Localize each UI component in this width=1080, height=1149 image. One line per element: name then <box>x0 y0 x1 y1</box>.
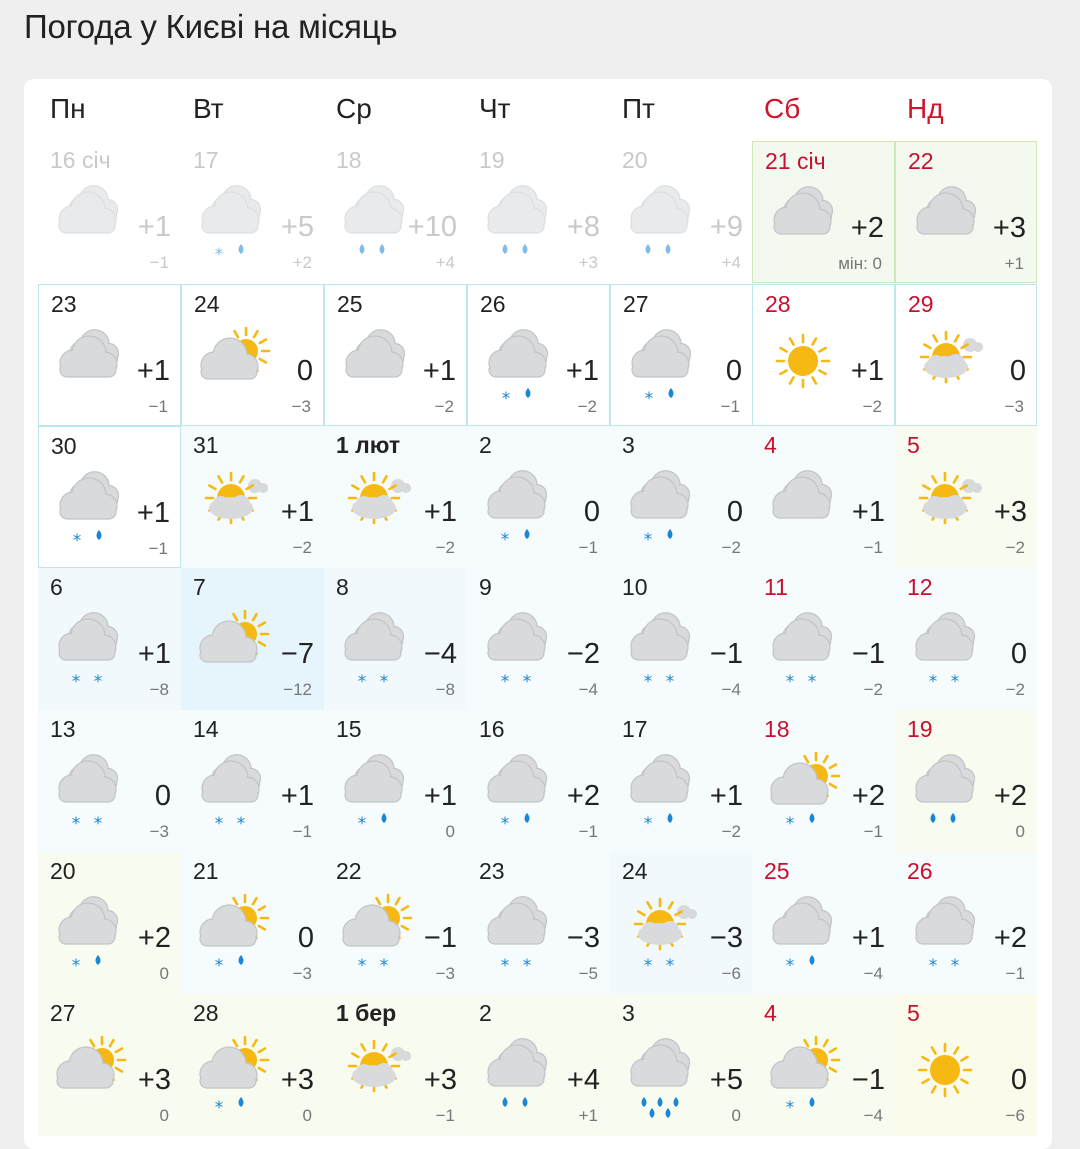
day-date: 16 січ <box>50 147 111 173</box>
max-temperature: 0 <box>296 355 313 387</box>
min-temperature: −1 <box>720 397 740 416</box>
min-temperature: −1 <box>578 822 598 841</box>
sun-partly-snow-icon <box>612 886 708 982</box>
sun-cloudy-icon <box>184 319 280 415</box>
min-temperature: −1 <box>578 538 598 557</box>
min-temperature: −2 <box>435 538 455 557</box>
day-date: 9 <box>479 574 492 600</box>
day-cell[interactable] <box>38 284 181 426</box>
sun-cloudy-snow-rain-icon <box>183 1028 279 1124</box>
cloudy-snow-rain-icon <box>612 744 708 840</box>
svg-text:*: * <box>379 672 389 692</box>
day-cell[interactable] <box>467 284 610 426</box>
day-date: 13 <box>50 716 76 742</box>
cloudy-snow-icon <box>183 744 279 840</box>
svg-text:*: * <box>644 389 654 409</box>
cloudy-snow-icon <box>897 602 993 698</box>
day-cell[interactable] <box>38 994 181 1136</box>
day-cell[interactable] <box>38 710 181 852</box>
day-cell[interactable] <box>181 994 324 1136</box>
day-date: 21 січ <box>765 148 826 174</box>
day-date: 1 лют <box>336 432 401 458</box>
min-temperature: −1 <box>149 253 169 272</box>
svg-text:*: * <box>785 814 795 834</box>
day-date: 27 <box>623 291 649 317</box>
svg-text:*: * <box>214 1098 224 1118</box>
day-cell[interactable] <box>752 710 895 852</box>
max-temperature: +2 <box>566 780 600 812</box>
max-temperature: +1 <box>851 496 885 528</box>
max-temperature: +8 <box>566 211 600 243</box>
cloudy-icon <box>755 176 851 272</box>
min-temperature: −6 <box>721 964 741 983</box>
day-date: 17 <box>193 147 219 173</box>
cloudy-icon <box>327 319 423 415</box>
day-date: 2 <box>479 432 492 458</box>
svg-text:*: * <box>643 530 653 550</box>
day-date: 1 бер <box>336 1000 397 1026</box>
max-temperature: +3 <box>280 1064 314 1096</box>
day-date: 26 <box>480 291 506 317</box>
day-date: 6 <box>50 574 63 600</box>
max-temperature: +1 <box>137 211 171 243</box>
max-temperature: −2 <box>566 638 600 670</box>
max-temperature: +1 <box>137 638 171 670</box>
svg-text:*: * <box>807 672 817 692</box>
day-cell[interactable] <box>181 141 324 283</box>
cloudy-snow-rain-icon <box>469 744 565 840</box>
day-date: 23 <box>479 858 505 884</box>
max-temperature: 0 <box>1010 638 1027 670</box>
max-temperature: +9 <box>709 211 743 243</box>
max-temperature: −1 <box>423 922 457 954</box>
min-temperature: +3 <box>578 253 598 272</box>
max-temperature: +1 <box>851 922 885 954</box>
cloudy-snow-rain-icon <box>469 460 565 556</box>
min-temperature: +1 <box>578 1106 598 1125</box>
min-temperature: −5 <box>578 964 598 983</box>
day-cell[interactable] <box>38 141 181 283</box>
day-date: 15 <box>336 716 362 742</box>
max-temperature: +1 <box>423 496 457 528</box>
weekday-5: Пт <box>622 93 655 124</box>
max-temperature: +1 <box>850 355 884 387</box>
min-temperature: −2 <box>1005 680 1025 699</box>
max-temperature: 0 <box>725 355 742 387</box>
cloudy-snow-rain-icon <box>613 319 709 415</box>
max-temperature: +2 <box>851 780 885 812</box>
svg-text:*: * <box>665 672 675 692</box>
weekday-7: Нд <box>907 93 944 124</box>
svg-text:*: * <box>71 814 81 834</box>
cloudy-icon <box>41 319 137 415</box>
day-cell[interactable] <box>610 852 753 994</box>
cloudy-snow-rain-icon <box>754 886 850 982</box>
day-cell[interactable] <box>324 141 467 283</box>
svg-text:*: * <box>357 956 367 976</box>
max-temperature: 0 <box>297 922 314 954</box>
max-temperature: +1 <box>280 780 314 812</box>
day-date: 4 <box>764 432 777 458</box>
cloudy-icon <box>40 175 136 271</box>
day-cell[interactable] <box>895 852 1037 994</box>
day-date: 11 <box>764 574 788 600</box>
min-temperature: −1 <box>863 538 883 557</box>
weekday-6: Сб <box>764 93 801 124</box>
sun-cloudy-icon <box>40 1028 136 1124</box>
day-date: 8 <box>336 574 349 600</box>
max-temperature: 0 <box>1010 1064 1027 1096</box>
min-temperature: −2 <box>577 397 597 416</box>
cloudy-snow-icon <box>469 602 565 698</box>
svg-text:*: * <box>72 531 82 551</box>
cloudy-heavy-rain-icon <box>612 1028 708 1124</box>
day-date: 14 <box>193 716 219 742</box>
min-temperature: −4 <box>863 964 883 983</box>
max-temperature: +3 <box>137 1064 171 1096</box>
max-temperature: +2 <box>993 922 1027 954</box>
weekday-4: Чт <box>479 93 511 124</box>
max-temperature: 0 <box>583 496 600 528</box>
min-temperature: +2 <box>292 253 312 272</box>
svg-text:*: * <box>93 672 103 692</box>
day-cell[interactable] <box>181 568 324 710</box>
weekday-2: Вт <box>193 93 224 124</box>
day-cell[interactable] <box>324 994 467 1136</box>
min-temperature: −3 <box>435 964 455 983</box>
max-temperature: −1 <box>709 638 743 670</box>
max-temperature: +1 <box>423 780 457 812</box>
min-temperature: −4 <box>863 1106 883 1125</box>
day-cell[interactable] <box>752 141 895 283</box>
min-temperature: −2 <box>292 538 312 557</box>
day-date: 19 <box>479 147 505 173</box>
svg-text:*: * <box>357 672 367 692</box>
day-date: 18 <box>336 147 362 173</box>
cloudy-snow-icon <box>469 886 565 982</box>
max-temperature: +3 <box>992 212 1026 244</box>
cloudy-rain-icon <box>897 744 993 840</box>
svg-text:*: * <box>500 956 510 976</box>
min-temperature: 0 <box>1015 822 1025 841</box>
min-temperature: −2 <box>721 538 741 557</box>
min-temperature: −1 <box>1005 964 1025 983</box>
day-date: 22 <box>908 148 934 174</box>
day-date: 21 <box>193 858 219 884</box>
min-temperature: −3 <box>1004 397 1024 416</box>
day-cell[interactable] <box>181 284 324 426</box>
min-temperature: 0 <box>159 964 169 983</box>
day-cell[interactable] <box>38 852 181 994</box>
sun-cloudy-snow-rain-icon <box>183 886 279 982</box>
sun-cloudy-snow-icon <box>326 886 422 982</box>
cloudy-snow-icon <box>40 602 136 698</box>
sun-cloudy-icon <box>183 602 279 698</box>
min-temperature: 0 <box>302 1106 312 1125</box>
day-date: 12 <box>907 574 933 600</box>
min-temperature: −4 <box>578 680 598 699</box>
day-cell[interactable] <box>895 141 1037 283</box>
day-cell[interactable] <box>467 141 610 283</box>
max-temperature: +2 <box>137 922 171 954</box>
day-date: 27 <box>50 1000 76 1026</box>
day-cell[interactable] <box>895 710 1037 852</box>
min-temperature: −2 <box>862 397 882 416</box>
day-date: 29 <box>908 291 934 317</box>
svg-text:*: * <box>357 814 367 834</box>
day-date: 31 <box>193 432 219 458</box>
cloudy-snow-rain-icon <box>40 886 136 982</box>
day-cell[interactable] <box>610 284 753 426</box>
max-temperature: +1 <box>709 780 743 812</box>
day-date: 18 <box>764 716 790 742</box>
day-cell[interactable] <box>324 426 467 568</box>
day-cell[interactable] <box>752 994 895 1136</box>
max-temperature: 0 <box>154 780 171 812</box>
day-date: 20 <box>50 858 76 884</box>
sun-partly-icon <box>326 460 422 556</box>
min-temperature: −1 <box>148 539 168 558</box>
svg-text:*: * <box>500 814 510 834</box>
svg-text:*: * <box>500 672 510 692</box>
cloudy-rain-icon <box>469 175 565 271</box>
page-title: Погода у Києві на місяць <box>24 8 398 45</box>
cloudy-snow-rain-icon <box>470 319 566 415</box>
day-date: 24 <box>194 291 220 317</box>
svg-text:*: * <box>214 814 224 834</box>
max-temperature: 0 <box>726 496 743 528</box>
max-temperature: +10 <box>407 211 457 243</box>
min-temperature: −2 <box>1005 538 1025 557</box>
day-cell[interactable] <box>610 141 753 283</box>
sunny-icon <box>755 319 851 415</box>
max-temperature: +3 <box>993 496 1027 528</box>
cloudy-snow-icon <box>754 602 850 698</box>
min-temperature: −3 <box>292 964 312 983</box>
day-cell[interactable] <box>324 284 467 426</box>
svg-text:*: * <box>522 672 532 692</box>
day-date: 25 <box>764 858 790 884</box>
day-cell[interactable] <box>181 710 324 852</box>
min-temperature: 0 <box>445 822 455 841</box>
day-cell[interactable] <box>610 710 753 852</box>
day-cell[interactable] <box>324 710 467 852</box>
min-temperature: 0 <box>159 1106 169 1125</box>
cloudy-icon <box>754 460 850 556</box>
day-cell[interactable] <box>467 852 610 994</box>
min-temperature: −4 <box>721 680 741 699</box>
max-temperature: −1 <box>851 638 885 670</box>
svg-text:*: * <box>93 814 103 834</box>
sun-partly-icon <box>898 319 994 415</box>
min-temperature: −1 <box>863 822 883 841</box>
max-temperature: −3 <box>566 922 600 954</box>
min-temperature: −8 <box>149 680 169 699</box>
sun-partly-icon <box>326 1028 422 1124</box>
min-temperature: −8 <box>435 680 455 699</box>
cloudy-snow-rain-icon <box>326 744 422 840</box>
max-temperature: +2 <box>993 780 1027 812</box>
day-cell[interactable] <box>38 568 181 710</box>
day-date: 3 <box>622 432 635 458</box>
max-temperature: +1 <box>136 497 170 529</box>
min-temperature: −2 <box>434 397 454 416</box>
day-date: 4 <box>764 1000 777 1026</box>
svg-text:*: * <box>928 672 938 692</box>
day-cell[interactable] <box>38 426 181 568</box>
cloudy-snow-icon <box>897 886 993 982</box>
min-temperature: +4 <box>721 253 741 272</box>
day-date: 24 <box>622 858 648 884</box>
day-cell[interactable] <box>467 994 610 1136</box>
day-cell[interactable] <box>752 852 895 994</box>
min-temperature: −1 <box>148 397 168 416</box>
max-temperature: +2 <box>850 212 884 244</box>
day-cell[interactable] <box>895 284 1037 426</box>
day-date: 2 <box>479 1000 492 1026</box>
day-date: 17 <box>622 716 648 742</box>
day-date: 5 <box>907 432 920 458</box>
min-temperature: −1 <box>292 822 312 841</box>
max-temperature: +5 <box>709 1064 743 1096</box>
min-temperature: −3 <box>291 397 311 416</box>
day-date: 10 <box>622 574 648 600</box>
min-temperature: +4 <box>435 253 455 272</box>
sun-partly-icon <box>183 460 279 556</box>
day-date: 7 <box>193 574 206 600</box>
cloudy-snow-rain-icon <box>183 175 279 271</box>
svg-text:*: * <box>71 956 81 976</box>
svg-text:*: * <box>379 956 389 976</box>
day-cell[interactable] <box>752 284 895 426</box>
svg-text:*: * <box>928 956 938 976</box>
day-date: 20 <box>622 147 648 173</box>
day-date: 28 <box>193 1000 219 1026</box>
cloudy-snow-icon <box>612 602 708 698</box>
min-temperature: 0 <box>731 1106 741 1125</box>
svg-text:*: * <box>643 672 653 692</box>
sun-partly-icon <box>897 460 993 556</box>
cloudy-rain-icon <box>469 1028 565 1124</box>
day-cell[interactable] <box>895 994 1037 1136</box>
day-date: 23 <box>51 291 77 317</box>
day-date: 28 <box>765 291 791 317</box>
day-date: 25 <box>337 291 363 317</box>
svg-text:*: * <box>665 956 675 976</box>
day-cell[interactable] <box>181 426 324 568</box>
sun-cloudy-snow-rain-icon <box>754 744 850 840</box>
day-cell[interactable] <box>895 568 1037 710</box>
max-temperature: +1 <box>422 355 456 387</box>
svg-text:*: * <box>214 245 224 265</box>
max-temperature: −3 <box>709 922 743 954</box>
cloudy-snow-rain-icon <box>612 460 708 556</box>
day-cell[interactable] <box>895 426 1037 568</box>
max-temperature: +1 <box>280 496 314 528</box>
weekday-3: Ср <box>336 93 372 124</box>
min-temperature: −2 <box>721 822 741 841</box>
day-date: 30 <box>51 433 77 459</box>
max-temperature: −1 <box>851 1064 885 1096</box>
weekday-1: Пн <box>50 93 86 124</box>
min-temperature: +1 <box>1004 254 1024 273</box>
day-date: 5 <box>907 1000 920 1026</box>
day-cell[interactable] <box>467 710 610 852</box>
svg-text:*: * <box>643 814 653 834</box>
max-temperature: −4 <box>423 638 457 670</box>
max-temperature: +4 <box>566 1064 600 1096</box>
svg-text:*: * <box>501 389 511 409</box>
cloudy-snow-rain-icon <box>41 461 137 557</box>
day-date: 3 <box>622 1000 635 1026</box>
max-temperature: +5 <box>280 211 314 243</box>
svg-text:*: * <box>500 530 510 550</box>
sunny-icon <box>897 1028 993 1124</box>
day-cell[interactable] <box>324 852 467 994</box>
max-temperature: +1 <box>136 355 170 387</box>
sun-cloudy-snow-rain-icon <box>754 1028 850 1124</box>
day-cell[interactable] <box>610 426 753 568</box>
max-temperature: −7 <box>280 638 314 670</box>
day-cell[interactable] <box>467 568 610 710</box>
svg-text:*: * <box>950 956 960 976</box>
max-temperature: 0 <box>1009 355 1026 387</box>
svg-text:*: * <box>522 956 532 976</box>
svg-text:*: * <box>214 956 224 976</box>
day-date: 16 <box>479 716 505 742</box>
day-cell[interactable] <box>467 426 610 568</box>
max-temperature: +3 <box>423 1064 457 1096</box>
day-cell[interactable] <box>610 994 753 1136</box>
cloudy-snow-icon <box>40 744 136 840</box>
day-cell[interactable] <box>610 568 753 710</box>
min-temperature: −3 <box>149 822 169 841</box>
day-cell[interactable] <box>181 852 324 994</box>
min-temperature: мін: 0 <box>838 254 882 273</box>
svg-text:*: * <box>785 1098 795 1118</box>
svg-text:*: * <box>785 672 795 692</box>
max-temperature: +1 <box>565 355 599 387</box>
cloudy-rain-icon <box>612 175 708 271</box>
min-temperature: −6 <box>1005 1106 1025 1125</box>
day-date: 19 <box>907 716 933 742</box>
day-cell[interactable] <box>752 426 895 568</box>
min-temperature: −1 <box>435 1106 455 1125</box>
cloudy-icon <box>898 176 994 272</box>
svg-text:*: * <box>950 672 960 692</box>
svg-text:*: * <box>785 956 795 976</box>
svg-text:*: * <box>71 672 81 692</box>
day-cell[interactable] <box>324 568 467 710</box>
svg-text:*: * <box>236 814 246 834</box>
min-temperature: −2 <box>863 680 883 699</box>
day-date: 26 <box>907 858 933 884</box>
min-temperature: −12 <box>283 680 312 699</box>
cloudy-snow-icon <box>326 602 422 698</box>
day-cell[interactable] <box>752 568 895 710</box>
day-date: 22 <box>336 858 362 884</box>
svg-text:*: * <box>643 956 653 976</box>
